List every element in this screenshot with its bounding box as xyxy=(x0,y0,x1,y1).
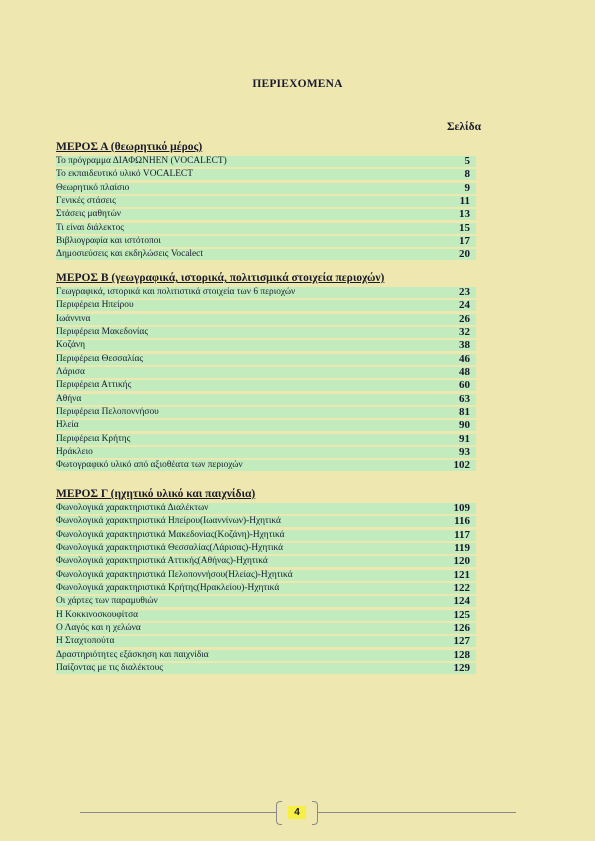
toc-entry-title: Κοζάνη xyxy=(56,340,86,351)
toc-entry[interactable] xyxy=(56,623,476,634)
toc-entry-page: 81 xyxy=(459,406,470,419)
section-c xyxy=(56,486,476,676)
section-heading: ΜΕΡΟΣ Α (θεωρητικό μέρος) xyxy=(56,141,203,153)
toc-entry-page: 109 xyxy=(453,502,470,514)
toc-entry-page: 129 xyxy=(453,662,470,675)
toc-entry-title: Η Κοκκινοσκουφίτσα xyxy=(56,609,139,620)
toc-entry-page: 127 xyxy=(453,635,470,648)
toc-entry-title: Φωνολογικά χαρακτηριστικά Πελοποννήσου(Ηλείας)-Ηχητικά xyxy=(56,569,293,580)
toc-entry-title: Στάσεις μαθητών xyxy=(56,209,122,220)
toc-entry[interactable] xyxy=(56,530,476,541)
toc-entry-title: Περιφέρεια Αττικής xyxy=(56,380,132,391)
toc-entry[interactable] xyxy=(56,447,476,458)
toc-entry-title: Οι χάρτες των παραμυθιών xyxy=(56,596,158,607)
toc-entry-title: Φωνολογικά χαρακτηριστικά Ηπείρου(Ιωαννίνων)-Ηχητικά xyxy=(56,516,281,527)
toc-entry-title: Φωνολογικά χαρακτηριστικά Διαλέκτων xyxy=(56,503,209,513)
toc-entry[interactable] xyxy=(56,314,476,325)
toc-entry[interactable] xyxy=(56,223,476,234)
toc-entry[interactable] xyxy=(56,420,476,431)
toc-entry[interactable] xyxy=(56,636,476,647)
toc-entry-page: 102 xyxy=(453,459,470,472)
toc-entry-title: Η Σταχτοπούτα xyxy=(56,636,115,647)
toc-entry-page: 122 xyxy=(453,582,470,595)
toc-entry-title: Αθήνα xyxy=(56,393,82,404)
toc-entry-title: Γεωγραφικά, ιστορικά και πολιτιστικά στοιχεία των 6 περιοχών xyxy=(56,287,296,297)
toc-entry[interactable] xyxy=(56,503,476,514)
toc-entry[interactable] xyxy=(56,340,476,351)
toc-entry[interactable] xyxy=(56,460,476,471)
toc-entry-page: 120 xyxy=(453,555,470,568)
toc-entry[interactable] xyxy=(56,169,476,180)
toc-entry-page: 91 xyxy=(459,432,470,445)
toc-entry-page: 90 xyxy=(459,419,470,432)
toc-entry[interactable] xyxy=(56,183,476,194)
toc-entry[interactable] xyxy=(56,367,476,378)
toc-entry-title: Φωνολογικά χαρακτηριστικά Θεσσαλίας(Λάρισας)-Ηχητικά xyxy=(56,543,284,554)
toc-entry-page: 48 xyxy=(459,366,470,379)
toc-entry-page: 20 xyxy=(459,248,470,261)
toc-entry-title: Φωνολογικά χαρακτηριστικά Κρήτης(Ηρακλείου)-Ηχητικά xyxy=(56,583,280,594)
right-bracket-icon xyxy=(312,801,318,825)
toc-entry[interactable] xyxy=(56,556,476,567)
toc-entry[interactable] xyxy=(56,407,476,418)
footer-divider-left xyxy=(80,812,276,813)
toc-entry-page: 121 xyxy=(453,568,470,581)
toc-entry-title: Φωνολογικά χαρακτηριστικά Μακεδονίας(Κοζάνη)-Ηχητικά xyxy=(56,529,285,540)
toc-entry-page: 124 xyxy=(453,595,470,608)
toc-entry-page: 63 xyxy=(459,392,470,405)
toc-entry-page: 116 xyxy=(454,515,470,528)
toc-entry-page: 128 xyxy=(453,648,470,661)
toc-entry-title: Φωτογραφικό υλικό από αξιοθέατα των περιοχών xyxy=(56,460,243,471)
toc-entry-title: Δραστηριότητες εξάσκηση και παιχνίδια xyxy=(56,649,209,660)
toc-entry-page: 17 xyxy=(459,235,470,248)
section-heading: ΜΕΡΟΣ Γ (ηχητικό υλικό και παιχνίδια) xyxy=(56,488,256,500)
toc-entry-page: 32 xyxy=(459,326,470,339)
toc-entry-title: Περιφέρεια Κρήτης xyxy=(56,433,131,444)
toc-entry[interactable] xyxy=(56,354,476,365)
toc-entry[interactable] xyxy=(56,236,476,247)
toc-entry-title: Ηλεία xyxy=(56,420,79,431)
toc-entry[interactable] xyxy=(56,516,476,527)
toc-entry-page: 117 xyxy=(454,528,470,541)
section-a xyxy=(56,139,476,263)
toc-entry-page: 38 xyxy=(459,339,470,352)
toc-entry-page: 125 xyxy=(453,608,470,621)
toc-entry-page: 119 xyxy=(454,542,470,555)
toc-entry[interactable] xyxy=(56,156,476,167)
toc-entry-page: 93 xyxy=(459,446,470,459)
page-title: ΠΕΡΙΕΧΟΜΕΝΑ xyxy=(252,78,343,90)
toc-entry[interactable] xyxy=(56,610,476,621)
toc-entry-title: Θεωρητικό πλαίσιο xyxy=(56,182,130,193)
toc-entry-title: Λάρισα xyxy=(56,367,85,378)
toc-entry-title: Τι είναι διάλεκτος xyxy=(56,222,124,233)
toc-entry-title: Ιωάννινα xyxy=(56,313,91,324)
toc-entry[interactable] xyxy=(56,394,476,405)
left-bracket-icon xyxy=(276,801,282,825)
toc-entry[interactable] xyxy=(56,596,476,607)
toc-entry[interactable] xyxy=(56,300,476,311)
toc-entry-page: 46 xyxy=(459,352,470,365)
toc-entry-title: Βιβλιογραφία και ιστότοποι xyxy=(56,236,161,247)
toc-entry[interactable] xyxy=(56,434,476,445)
footer-page-box xyxy=(276,801,318,823)
toc-entry-page: 23 xyxy=(459,286,470,298)
toc-entry[interactable] xyxy=(56,570,476,581)
toc-entry-title: Περιφέρεια Ηπείρου xyxy=(56,300,134,311)
toc-entry-page: 9 xyxy=(464,181,470,194)
toc-entry-title: Περιφέρεια Πελοποννήσου xyxy=(56,407,159,418)
footer-page-number: 4 xyxy=(288,806,306,819)
toc-entry-title: Το εκπαιδευτικό υλικό VOCALECT xyxy=(56,169,193,180)
toc-entry-title: Περιφέρεια Μακεδονίας xyxy=(56,327,149,338)
toc-entry[interactable] xyxy=(56,380,476,391)
toc-entry-page: 8 xyxy=(464,168,470,181)
toc-entry-title: Φωνολογικά χαρακτηριστικά Αττικής(Αθήνας)-Ηχητικά xyxy=(56,556,268,567)
toc-entry[interactable] xyxy=(56,196,476,207)
toc-entry-title: Ο Λαγός και η χελώνα xyxy=(56,623,141,634)
toc-entry[interactable] xyxy=(56,249,476,260)
toc-entry-page: 11 xyxy=(459,195,470,208)
toc-entry[interactable] xyxy=(56,650,476,661)
toc-entry[interactable] xyxy=(56,663,476,674)
toc-entry-page: 24 xyxy=(459,299,470,312)
toc-entry-page: 5 xyxy=(464,155,470,167)
toc-entry-page: 60 xyxy=(459,379,470,392)
toc-entry-title: Δημοσιεύσεις και εκδηλώσεις Vocalect xyxy=(56,249,203,260)
toc-entry-title: Το πρόγραμμα ΔΙΑΦΩΝΗΕΝ (VOCALECT) xyxy=(56,156,227,166)
toc-entry-title: Παίζοντας με τις διαλέκτους xyxy=(56,663,163,674)
toc-entry-page: 15 xyxy=(459,221,470,234)
toc-entry-title: Ηράκλειο xyxy=(56,447,93,458)
section-heading: ΜΕΡΟΣ Β (γεωγραφικά, ιστορικά, πολιτισμικά στοιχεία περιοχών) xyxy=(56,272,385,284)
toc-entry[interactable] xyxy=(56,287,476,298)
footer-divider-right xyxy=(318,812,516,813)
toc-entry-page: 13 xyxy=(459,208,470,221)
toc-entry[interactable] xyxy=(56,583,476,594)
toc-entry-title: Περιφέρεια Θεσσαλίας xyxy=(56,353,144,364)
toc-entry-page: 126 xyxy=(453,622,470,635)
toc-entry-page: 26 xyxy=(459,312,470,325)
toc-entry[interactable] xyxy=(56,327,476,338)
toc-entry[interactable] xyxy=(56,543,476,554)
section-b xyxy=(56,270,476,474)
toc-entry-title: Γενικές στάσεις xyxy=(56,196,116,207)
toc-entry[interactable] xyxy=(56,209,476,220)
page-column-label: Σελίδα xyxy=(446,121,481,133)
